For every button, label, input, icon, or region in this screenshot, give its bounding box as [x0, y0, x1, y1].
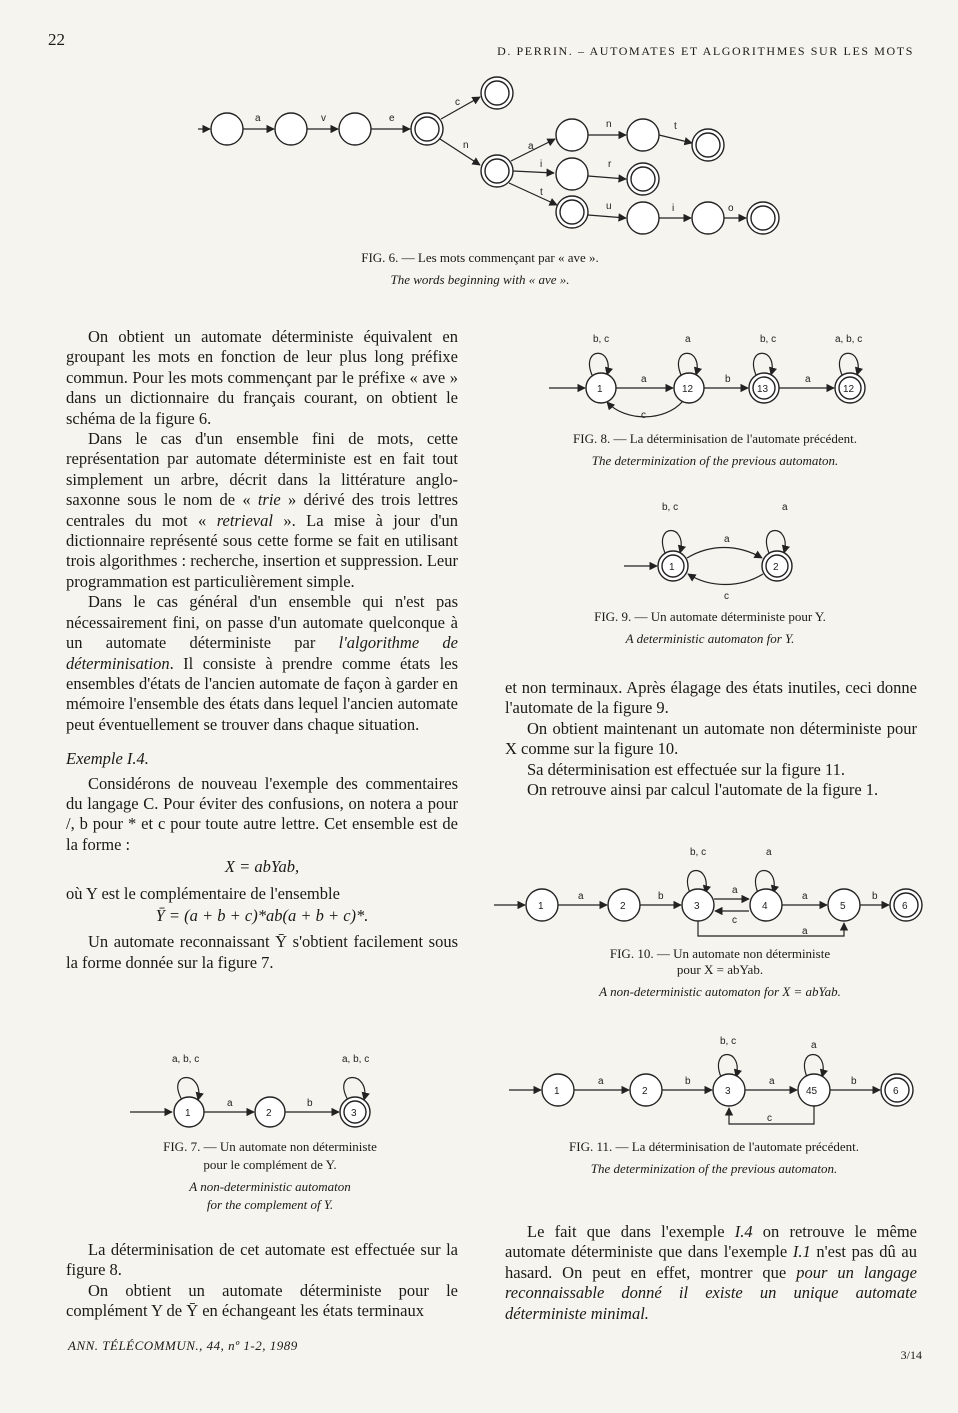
svg-text:12: 12 [682, 384, 694, 395]
fig6-state-avena [556, 119, 588, 151]
svg-text:5: 5 [840, 901, 846, 912]
svg-text:45: 45 [806, 1086, 818, 1097]
fig6-state-av [339, 113, 371, 145]
svg-text:2: 2 [642, 1086, 648, 1097]
fig6-label-t: t [540, 187, 543, 198]
fig6-label-a: a [255, 113, 261, 124]
fig11-t12-label: a [598, 1076, 604, 1087]
fig6-state-avec [481, 77, 513, 109]
svg-text:1: 1 [538, 901, 544, 912]
fig6-label-t2: t [674, 121, 677, 132]
fig6-label-n2: n [606, 119, 612, 130]
fig8-t12-label: a [641, 374, 647, 385]
figure-8-caption: FIG. 8. — La déterminisation de l'automate précédent. The determinization of the previous automaton. [573, 431, 857, 468]
svg-text:2: 2 [266, 1108, 272, 1119]
figure-6-trie-diagram [180, 75, 780, 245]
formula-ybar: Ȳ = (a + b + c)*ab(a + b + c)*. [155, 905, 369, 925]
fig6-label-e: e [389, 113, 395, 124]
paragraph-r2: On obtient maintenant un automate non déterministe pour X comme sur la figure 10. [505, 718, 917, 759]
fig7-t12-label: a [227, 1098, 233, 1109]
fig9-loop2-label: a [782, 502, 788, 513]
fig6-label-i2: i [672, 203, 675, 214]
journal-footer: ANN. TÉLÉCOMMUN., 44, nº 1-2, 1989 [68, 1338, 298, 1353]
fig8-loop4-label: a, b, c [835, 334, 863, 345]
left-column-bottom [66, 1240, 458, 1322]
page-footer: 3/14 [900, 1348, 922, 1362]
paragraph-r1: et non terminaux. Après élagage des états inutiles, ceci donne l'automate de la figure 9. [505, 678, 917, 718]
svg-text:1: 1 [554, 1086, 560, 1097]
fig11-back-label: c [767, 1113, 772, 1124]
figure-10-diagram [490, 843, 930, 943]
fig8-t23-label: b [725, 374, 731, 385]
fig9-loop1-label: b, c [662, 502, 679, 513]
fig6-state-final [747, 202, 779, 234]
fig8-loop3-label: b, c [760, 334, 777, 345]
fig6-state-avenant [692, 129, 724, 161]
svg-text:1: 1 [669, 562, 675, 573]
paragraph-2: Dans le cas d'un ensemble fini de mots, cette représentation par automate déterministe est en fait tout simplement un arbre, décrit dans la littérature anglo-saxonne sous le nom de « trie » dérivé des trois lettres centrales du mot « retrieval ». La mise à jour d'un dictionnaire représenté sous cette forme se fait en utilisant trois algorithmes : recherche, insertion et suppression. Leur programmation est particulièrement simple. [66, 429, 458, 591]
figure-8-diagram [545, 330, 885, 425]
fig11-t456-label: b [851, 1076, 857, 1087]
figure-10-caption: FIG. 10. — Un automate non déterministe pour X = abYab. A non-deterministic automaton for X = abYab. [599, 946, 841, 999]
fig6-label-c: c [455, 97, 460, 108]
fig6-label-i: i [540, 159, 543, 170]
fig8-loop2-label: a [685, 334, 691, 345]
right-column-bottom [505, 1222, 917, 1324]
fig6-state-avent [556, 196, 588, 228]
svg-text:6: 6 [893, 1086, 899, 1097]
paragraph-8: On obtient un automate déterministe pour le complément Y de Ȳ en échangeant les états terminaux [66, 1280, 458, 1321]
figure-7-diagram [120, 1050, 400, 1140]
fig8-loop1-label: b, c [593, 334, 610, 345]
svg-text:4: 4 [762, 901, 768, 912]
fig6-label-n: n [463, 140, 469, 151]
fig6-state-aventu [627, 202, 659, 234]
svg-text:2: 2 [773, 562, 779, 573]
fig6-state-aventui [692, 202, 724, 234]
fig7-loop1-label: a, b, c [172, 1054, 200, 1065]
fig8-back-label: c [641, 410, 646, 421]
fig10-t23-label: b [658, 891, 664, 902]
fig10-t45-label: a [802, 891, 808, 902]
fig6-state-aven [481, 155, 513, 187]
svg-text:1: 1 [185, 1108, 191, 1119]
page-number: 22 [48, 30, 65, 49]
svg-text:6: 6 [902, 901, 908, 912]
svg-text:3: 3 [694, 901, 700, 912]
paragraph-r5: Le fait que dans l'exemple I.4 on retrouve le même automate déterministe que dans l'exemple I.1 n'est pas dû au hasard. On peut en effet, montrer que pour un langage reconnaissable donné il existe un unique automate déterministe minimal. [505, 1222, 918, 1323]
paragraph-3: Dans le cas général d'un ensemble qui n'est pas nécessairement fini, on passe d'un automate quelconque à un automate déterministe par l'algorithme de déterminisation. Il consiste à prendre comme états les ensembles d'états de l'ancien automate de façon à garder en mémoire l'ensemble des états dans lequel l'ancien automate peut éventuellement se trouver dans chaque situation. [66, 592, 458, 734]
left-column [66, 327, 458, 973]
fig6-label-o: o [728, 203, 734, 214]
fig11-t345-label: a [769, 1076, 775, 1087]
fig6-state-root [211, 113, 243, 145]
fig6-state-avenir [627, 163, 659, 195]
svg-text:1: 1 [597, 384, 603, 395]
svg-text:13: 13 [757, 384, 769, 395]
fig10-t12-label: a [578, 891, 584, 902]
figure-11-caption: FIG. 11. — La déterminisation de l'automate précédent. The determinization of the previous automaton. [569, 1139, 859, 1176]
fig9-t21-label: c [724, 591, 729, 602]
paragraph-r3: Sa déterminisation est effectuée sur la figure 11. [527, 759, 845, 779]
formula-x: X = abYab, [224, 857, 300, 877]
right-column [505, 678, 917, 800]
svg-text:3: 3 [351, 1108, 357, 1119]
fig7-loop3-label: a, b, c [342, 1054, 370, 1065]
fig6-label-r: r [608, 159, 612, 170]
fig10-t43-label: c [732, 915, 737, 926]
fig6-state-ave [411, 113, 443, 145]
figure-11-diagram [505, 1032, 925, 1132]
paragraph-r4: On retrouve ainsi par calcul l'automate de la figure 1. [527, 780, 879, 800]
figure-9-caption: FIG. 9. — Un automate déterministe pour Y. A deterministic automaton for Y. [594, 609, 826, 646]
fig11-loop45-label: a [811, 1040, 817, 1051]
paragraph-1: On obtient un automate déterministe équivalent en groupant les mots en fonction de leur plus long préfixe commun. Pour les mots commençant par le préfixe « ave » dans un dictionnaire du français courant, on obtient le schéma de la figure 6. [66, 327, 458, 428]
svg-text:12: 12 [843, 384, 855, 395]
paragraph-6: Un automate reconnaissant Ȳ s'obtient facilement sous la forme donnée sur la figure 7. [66, 932, 458, 972]
fig10-t56-label: b [872, 891, 878, 902]
fig6-label-v: v [321, 113, 326, 124]
svg-text:3: 3 [725, 1086, 731, 1097]
running-title: D. PERRIN. – AUTOMATES ET ALGORITHMES SUR LES MOTS [497, 44, 914, 58]
fig8-t34-label: a [805, 374, 811, 385]
fig10-loop4-label: a [766, 847, 772, 858]
svg-text:2: 2 [620, 901, 626, 912]
fig7-t23-label: b [307, 1098, 313, 1109]
fig10-loop3-label: b, c [690, 847, 707, 858]
fig6-label-u: u [606, 201, 612, 212]
example-heading: Exemple I.4. [66, 749, 149, 769]
paragraph-4: Considérons de nouveau l'exemple des commentaires du langage C. Pour éviter des confusions, on notera a pour /, b pour * et c pour toute autre lettre. Cet ensemble est de la forme : [66, 773, 458, 854]
figure-6-caption: FIG. 6. — Les mots commençant par « ave ». The words beginning with « ave ». [361, 250, 599, 287]
paragraph-5: où Y est le complémentaire de l'ensemble [66, 883, 340, 903]
fig9-t12-label: a [724, 534, 730, 545]
fig6-label-a2: a [528, 141, 534, 152]
figure-9-diagram [620, 498, 810, 603]
fig10-t34-label: a [732, 885, 738, 896]
fig11-t23-label: b [685, 1076, 691, 1087]
fig11-loop3-label: b, c [720, 1036, 737, 1047]
figure-7-caption: FIG. 7. — Un automate non déterministe pour le complément de Y. A non-deterministic automaton for the complement of Y. [163, 1139, 377, 1212]
fig6-state-a [275, 113, 307, 145]
paragraph-7: La déterminisation de cet automate est effectuée sur la figure 8. [66, 1240, 458, 1280]
fig6-state-aveni [556, 158, 588, 190]
fig10-bottom-label: a [802, 926, 808, 937]
fig6-state-avenan [627, 119, 659, 151]
